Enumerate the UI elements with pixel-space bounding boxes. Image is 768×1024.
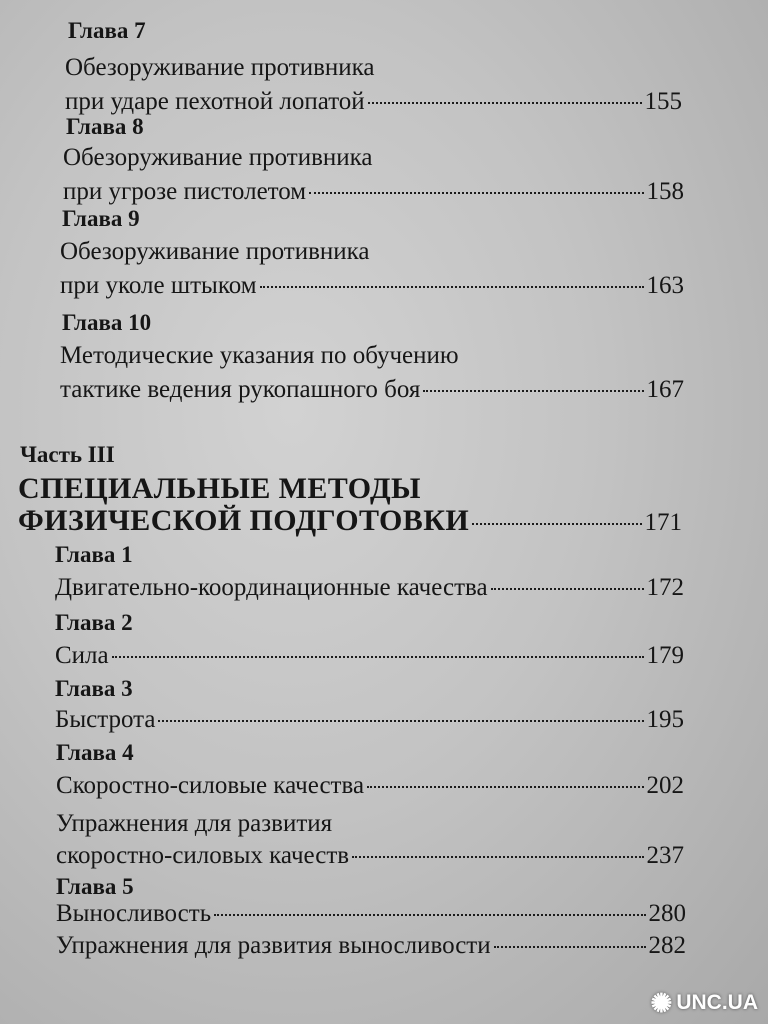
leader-dots (423, 390, 643, 392)
page-number: 179 (646, 642, 684, 669)
page-number: 202 (646, 772, 684, 799)
toc-entry-part-chapter-4-a[interactable] (56, 772, 684, 800)
toc-entry-chapter-7[interactable] (65, 88, 682, 116)
entry-title: Скоростно-силовые качества (56, 772, 365, 799)
part-title-line-1: СПЕЦИАЛЬНЫЕ МЕТОДЫ (18, 472, 421, 505)
chapter-10-heading: Глава 10 (62, 310, 152, 335)
page-number: 282 (648, 932, 686, 959)
toc-entry-part-chapter-4-b[interactable] (56, 842, 684, 870)
toc-entry-part-chapter-2[interactable] (55, 642, 684, 670)
page-number: 163 (646, 272, 684, 299)
entry-title: Двигательно-координационные качества (55, 574, 488, 601)
part-chapter-2-heading: Глава 2 (55, 610, 133, 635)
leader-dots (472, 523, 641, 525)
entry-title: скоростно-силовых качеств (56, 842, 350, 869)
page-number: 155 (644, 88, 682, 115)
page-number: 158 (646, 178, 684, 205)
chapter-8-title: Обезоруживание противника (63, 144, 373, 171)
toc-entry-part-chapter-3[interactable] (55, 706, 684, 734)
part-label: Часть III (20, 442, 115, 467)
leader-dots (214, 914, 645, 916)
toc-entry-chapter-8[interactable] (63, 178, 684, 206)
page-number: 167 (646, 376, 684, 403)
part-chapter-1-heading: Глава 1 (55, 542, 133, 567)
part-chapter-4-heading: Глава 4 (56, 740, 134, 765)
page-number: 237 (646, 842, 684, 869)
part-chapter-5-heading: Глава 5 (56, 874, 134, 899)
leader-dots (368, 102, 642, 104)
entry-title-prefix: Упражнения для развития (56, 810, 333, 837)
chapter-10-title-end: тактике ведения рукопашного боя (60, 376, 421, 403)
page-number: 195 (646, 706, 684, 733)
leader-dots (367, 786, 643, 788)
entry-title: Выносливость (56, 900, 212, 927)
chapter-7-heading: Глава 7 (68, 18, 146, 43)
toc-entry-chapter-9[interactable] (60, 272, 684, 300)
part-title-line-2: ФИЗИЧЕСКОЙ ПОДГОТОВКИ (18, 504, 470, 537)
toc-entry-part-chapter-5-a[interactable] (56, 900, 686, 928)
chapter-10-title: Методические указания по обучению (60, 342, 459, 369)
chapter-8-heading: Глава 8 (66, 114, 144, 139)
leader-dots (260, 286, 644, 288)
toc-entry-chapter-10[interactable] (60, 376, 684, 404)
leader-dots (352, 856, 643, 858)
toc-entry-part-chapter-1[interactable] (55, 574, 684, 602)
page-number: 280 (648, 900, 686, 927)
leader-dots (491, 588, 644, 590)
sun-icon: ✺ (650, 988, 673, 1018)
leader-dots (494, 946, 646, 948)
entry-title: Сила (55, 642, 109, 669)
chapter-7-title: Обезоруживание противника (65, 54, 375, 81)
page-number: 172 (646, 574, 684, 601)
watermark (651, 990, 758, 1016)
part-chapter-3-heading: Глава 3 (55, 676, 133, 701)
entry-title: Быстрота (55, 706, 156, 733)
leader-dots (112, 656, 644, 658)
entry-title: Упражнения для развития выносливости (56, 932, 491, 959)
page-number: 171 (644, 509, 682, 536)
toc-entry-part-3[interactable] (18, 504, 682, 538)
leader-dots (158, 720, 643, 722)
chapter-9-title: Обезоруживание противника (60, 238, 370, 265)
chapter-9-heading: Глава 9 (62, 206, 140, 231)
watermark-text: UNC.UA (676, 991, 758, 1014)
toc-entry-part-chapter-5-b[interactable] (56, 932, 686, 960)
leader-dots (309, 192, 643, 194)
chapter-9-title-end: при уколе штыком (60, 272, 257, 299)
chapter-7-title-end: при ударе пехотной лопатой (65, 88, 365, 115)
chapter-8-title-end: при угрозе пистолетом (63, 178, 307, 205)
